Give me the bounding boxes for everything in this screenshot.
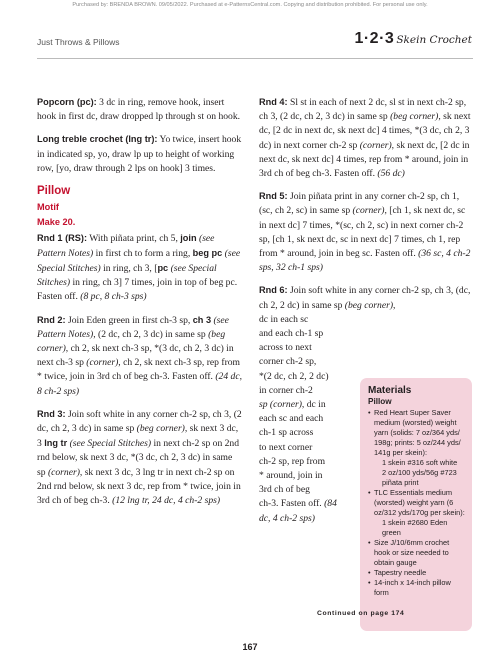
- round-text: With piñata print, ch 5,: [87, 232, 181, 244]
- round-text: , sk next 3 dc, 3 lng tr in next ch-2 sp on 2nd rnd below, sk next 3 dc, rep from * twice, join in 3rd ch of beg ch-3.: [37, 466, 241, 507]
- materials-subitem: 1 skein #316 soft white: [382, 458, 458, 467]
- lngtr-term: Long treble crochet (lng tr):: [37, 134, 158, 145]
- round-text: , [ch 1, sk next dc, sc in next dc] 7 times, *(sc, ch 2, sc) in next corner ch-2 sp, [ch 1, sk next dc, sc in next dc] 7 times, ch 1, rep from * around, join in beg sc. Fasten off.: [259, 205, 466, 260]
- stitch-count: (36 sc, 4 ch-2 sps, 32 ch-1 sps): [259, 248, 471, 274]
- round-text: dc in each sc: [259, 313, 309, 325]
- stitch-term: lng tr: [44, 438, 68, 449]
- round-text: in corner ch-2: [259, 384, 313, 396]
- stitch-term: pc: [157, 263, 169, 274]
- round-label: Rnd 4:: [259, 97, 288, 107]
- round-4: [259, 95, 471, 181]
- corner-note: (corner): [352, 205, 385, 217]
- materials-item: • 14-inch x 14-inch pillow form: [368, 578, 465, 598]
- round-text: in next ch-2 sp on 2nd rnd below, sk next 3 dc, *(3 dc, ch 2, 3 dc) in same sp: [37, 438, 240, 478]
- round-label: Rnd 3:: [37, 408, 66, 419]
- reference-note: (see Pattern Notes): [37, 314, 229, 340]
- round-text: in first ch to form a ring,: [93, 247, 193, 259]
- stitch-count: dc, 4 ch-2 sps): [259, 512, 315, 524]
- corner-note: (corner): [86, 357, 119, 369]
- round-text: 3rd ch of beg: [259, 484, 310, 496]
- popcorn-definition: [37, 95, 243, 124]
- round-text: ch-3. Fasten off.: [259, 498, 325, 510]
- round-text: Join Eden green in first ch-3 sp,: [65, 314, 193, 326]
- page-number: 167: [242, 642, 258, 652]
- reference-note: (see Special Stitches): [37, 247, 241, 275]
- section-heading-pillow: Pillow: [37, 185, 71, 198]
- round-text: Sl st in each of next 2 dc, sl st in next ch-2 sp, ch 3, (2 dc, ch 2, 3 dc) in same sp: [259, 97, 467, 123]
- round-5: [259, 189, 471, 275]
- stitch-count: (24 dc, 8 ch-2 sps): [37, 371, 242, 397]
- materials-subitem: 1 skein #2680 Eden green: [382, 518, 448, 537]
- round-text: , sk next dc, [2 dc in next dc, sk next dc] 4 times, *(3 dc, ch 2, 3 dc) in next corner ch-2 sp: [259, 111, 471, 151]
- round-text: ,: [393, 299, 396, 311]
- round-text: , sk next 3 dc, 3: [37, 423, 239, 450]
- popcorn-text: 3 dc in ring, remove hook, insert hook in first dc, draw dropped lp through st on hook.: [37, 97, 241, 123]
- round-text: each sc and each: [259, 413, 324, 425]
- round-label: Rnd 5:: [259, 191, 288, 202]
- reference-note: (see Special Stitches): [69, 438, 152, 450]
- round-label: Rnd 6:: [259, 285, 288, 296]
- round-6-wrapped: [259, 313, 355, 526]
- materials-item: • TLC Essentials medium (worsted) weight yarn (6 oz/312 yds/170g per skein):: [368, 488, 465, 518]
- round-text: , (2 dc, ch 2, 3 dc) in same sp: [93, 328, 209, 340]
- brand-logo: [354, 30, 472, 48]
- purchase-watermark: Purchased by: BRENDA BROWN. 09/05/2022. Purchased at e-PatternsCentral.com. Copying and distribution prohibited. For personal use only.: [72, 2, 428, 8]
- subheading-make: Make 20.: [37, 217, 76, 228]
- materials-item: • Tapestry needle: [368, 568, 465, 578]
- lngtr-definition: [37, 132, 243, 176]
- round-text: in ring, ch 3] 7 times, join in top of beg pc. Fasten off.: [37, 277, 238, 303]
- stitch-count: (12 lng tr, 24 dc, 4 ch-2 sps): [112, 495, 221, 507]
- stitch-term: join: [180, 232, 197, 243]
- round-3: [37, 407, 243, 508]
- materials-box: [360, 378, 472, 631]
- running-head: Just Throws & Pillows: [37, 37, 120, 47]
- round-text: * around, join in: [259, 470, 323, 482]
- corner-note: (beg corner): [136, 423, 185, 435]
- round-text: across to next: [259, 342, 312, 354]
- materials-subitem: 2 oz/100 yds/56g #723 piñata print: [382, 468, 457, 487]
- round-text: Join soft white in any corner ch-2 sp, ch 3, (dc, ch 2, 2 dc) in same sp: [259, 285, 471, 311]
- reference-note: (see Pattern Notes): [37, 232, 215, 259]
- round-text: Join piñata print in any corner ch-2 sp, ch 1, (sc, ch 2, sc) in same sp: [259, 191, 460, 217]
- round-text: to next corner: [259, 441, 313, 453]
- stitch-count: (56 dc): [377, 168, 405, 180]
- subheading-motif: Motif: [37, 202, 59, 213]
- round-1: [37, 231, 243, 305]
- corner-note: (corner): [47, 466, 80, 478]
- materials-item: • Size J/10/6mm crochet hook or size needed to obtain gauge: [368, 538, 465, 568]
- round-text: Join soft white in any corner ch-2 sp, ch 3, (2 dc, ch 2, 3 dc) in same sp: [37, 408, 242, 435]
- materials-title: Materials: [368, 385, 412, 396]
- round-text: ch-1 sp across: [259, 427, 314, 439]
- reference-note: (see Special Stitches): [37, 263, 217, 289]
- left-column: [37, 95, 243, 516]
- corner-note: (beg corner): [37, 328, 226, 355]
- round-6: [259, 283, 471, 312]
- materials-item: • Red Heart Super Saver medium (worsted) weight yarn (solids: 7 oz/364 yds/ 198g; prints: 5 oz/244 yds/ 141g per skein):: [368, 408, 465, 458]
- materials-subtitle: Pillow: [368, 397, 392, 406]
- materials-list: [368, 408, 465, 598]
- round-text: , sk next dc, [2 dc in next dc, sk next dc] 4 times, rep from * around, join in 3rd ch of beg ch-3. Fasten off.: [259, 139, 470, 180]
- popcorn-term: Popcorn (pc):: [37, 97, 97, 107]
- round-text: and each ch-1 sp: [259, 328, 324, 340]
- round-2: [37, 313, 243, 399]
- round-text: ch-2 sp, rep from: [259, 455, 326, 467]
- corner-note: (beg corner): [390, 111, 439, 123]
- round-text: , ch 2, sk next ch-3 sp, *(3 dc, ch 2, 3 dc) in next ch-3 sp: [37, 343, 234, 369]
- corner-note: sp (corner): [259, 399, 302, 411]
- round-text: corner ch-2 sp,: [259, 356, 317, 368]
- round-text: in ring, ch 3, [: [100, 263, 158, 275]
- lngtr-text: Yo twice, insert hook in indicated sp, yo, draw lp up to height of working row, [yo, draw through 2 lps on hook] 3 times.: [37, 134, 242, 174]
- round-label: Rnd 1 (RS):: [37, 232, 88, 243]
- stitch-term: beg pc: [192, 247, 223, 258]
- brand-number: 1·2·3: [354, 30, 395, 47]
- stitch-count: (8 pc, 8 ch-3 sps): [80, 291, 147, 303]
- corner-note: (beg corner): [344, 299, 394, 311]
- stitch-term: ch 3: [192, 314, 212, 325]
- header-rule: [37, 58, 473, 59]
- brand-script: Skein Crochet: [396, 34, 472, 46]
- round-text: , ch 2, sk next ch-3 sp, rep from * twice, join in 3rd ch of beg ch-3. Fasten off.: [37, 357, 241, 383]
- round-text: , dc in: [301, 399, 326, 411]
- corner-note: (corner): [359, 139, 392, 151]
- continued-note: Continued on page 174: [317, 610, 405, 617]
- round-text: *(2 dc, ch 2, 2 dc): [259, 370, 329, 382]
- stitch-count: (84: [324, 498, 337, 510]
- round-label: Rnd 2:: [37, 314, 66, 325]
